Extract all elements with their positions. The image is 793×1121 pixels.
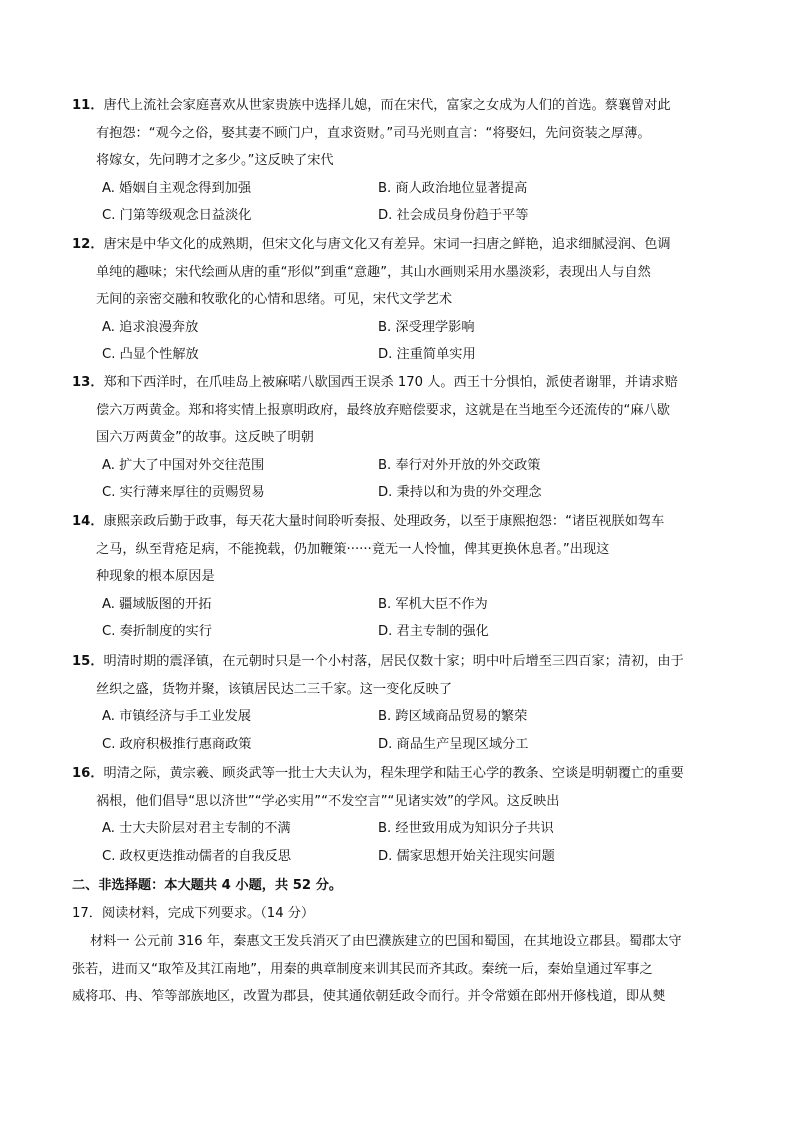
option-d[interactable]: D. 秉持以和为贵的外交理念 (378, 485, 542, 500)
question-12 (72, 231, 732, 369)
question-13 (72, 369, 732, 507)
option-b[interactable]: B. 奉行对外开放的外交政策 (378, 457, 541, 473)
option-d[interactable]: D. 商品生产呈现区域分工 (378, 736, 529, 752)
question-line: 14．康熙亲政后勤于政事，每天花大量时间聆听奏报、处理政务，以至于康熙抱怨：“诸臣视朕如驾车 (72, 514, 665, 529)
question-line: 11．唐代上流社会家庭喜欢从世家贵族中选择儿媳，而在宋代，富家之女成为人们的首选。蔡襄曾对此 (72, 98, 671, 113)
option-c[interactable]: C. 政权更迭推动儒者的自我反思 (102, 848, 292, 864)
option-d[interactable]: D. 注重简单实用 (378, 347, 476, 362)
question-line: 12．唐宋是中华文化的成熟期，但宋文化与唐文化又有差异。宋词一扫唐之鲜艳，追求细腻浸润、色调 (72, 237, 671, 252)
option-b[interactable]: B. 商人政治地位显著提高 (378, 180, 528, 196)
question-line: 国六万两黄金”的故事。这反映了明朝 (96, 430, 314, 445)
option-c[interactable]: C. 实行薄来厚往的贡赐贸易 (102, 485, 265, 500)
options-row (72, 479, 732, 507)
question-15 (72, 648, 732, 758)
option-a[interactable]: A. 士大夫阶层对君主专制的不满 (102, 821, 291, 836)
question-line: 祸根，他们倡导“思以济世”“学必实用”“不发空言”“见诸实效”的学风。这反映出 (96, 793, 560, 809)
question-number: 13． (72, 375, 104, 390)
question-line: 丝织之盛，货物并聚，该镇居民达二三千家。这一变化反映了 (96, 681, 453, 697)
question-line: 之马，纵至背疮足病，不能挽载，仍加鞭策······竟无一人怜恤，俾其更换休息者。”出现这 (96, 541, 610, 557)
section-heading: 二、非选择题：本大题共 4 小题，共 52 分。 (72, 878, 343, 893)
question-line: 16．明清之际，黄宗羲、顾炎武等一批士大夫认为，程朱理学和陆王心学的教条、空谈是明朝覆亡的重要 (72, 766, 684, 781)
options-row (72, 202, 732, 230)
material-line: 威将邛、冉、笮等部族地区，改置为郡县，使其通依朝廷政令而行。并令常頞在郎州开修栈道，即从僰 (72, 989, 666, 1004)
options-row (72, 815, 732, 843)
options-row (72, 843, 732, 871)
question-14 (72, 508, 732, 646)
material-label: 材料一 (90, 934, 130, 949)
option-b[interactable]: B. 军机大臣不作为 (378, 596, 488, 612)
question-number: 15． (72, 654, 104, 669)
question-11 (72, 92, 732, 230)
question-17-heading: 17．阅读材料，完成下列要求。（14 分） (72, 906, 315, 921)
material-line: 材料一 公元前 316 年，秦惠文王发兵消灭了由巴濮族建立的巴国和蜀国，在其地设立郡县。蜀郡太守 (90, 934, 682, 949)
options-row (72, 591, 732, 619)
options-row (72, 452, 732, 480)
option-d[interactable]: D. 君主专制的强化 (378, 624, 489, 639)
option-a[interactable]: A. 疆域版图的开拓 (102, 596, 212, 612)
question-number: 11． (72, 98, 104, 113)
option-b[interactable]: B. 跨区域商品贸易的繁荣 (378, 709, 528, 724)
question-number: 12． (72, 237, 104, 252)
options-row (72, 314, 732, 342)
options-row (72, 618, 732, 646)
question-line: 有抱怨：“观今之俗，娶其妻不顾门户，直求资财。”司马光则直言：“将娶妇，先问资装之厚薄。 (96, 125, 651, 141)
option-c[interactable]: C. 政府积极推行惠商政策 (102, 736, 252, 752)
question-number: 16． (72, 766, 104, 781)
option-b[interactable]: B. 经世致用成为知识分子共识 (378, 821, 554, 836)
question-number: 14． (72, 514, 104, 529)
question-line: 单纯的趣味；宋代绘画从唐的重“形似”到重“意趣”，其山水画则采用水墨淡彩，表现出人与自然 (96, 264, 651, 280)
material-one (72, 928, 740, 1011)
option-a[interactable]: A. 追求浪漫奔放 (102, 319, 199, 335)
question-line: 15．明清时期的震泽镇，在元朝时只是一个小村落，居民仅数十家；明中叶后增至三四百家；清初，由于 (72, 654, 684, 669)
question-line: 13．郑和下西洋时，在爪哇岛上被麻喏八歇国西王误杀 170 人。西王十分惧怕，派使者谢罪，并请求赔 (72, 375, 678, 390)
options-row (72, 341, 732, 369)
question-line: 种现象的根本原因是 (96, 569, 215, 584)
option-c[interactable]: C. 门第等级观念日益淡化 (102, 208, 252, 223)
option-c[interactable]: C. 凸显个性解放 (102, 347, 199, 362)
option-b[interactable]: B. 深受理学影响 (378, 319, 475, 335)
option-a[interactable]: A. 扩大了中国对外交往范围 (102, 457, 265, 473)
options-row (72, 175, 732, 203)
option-a[interactable]: A. 市镇经济与手工业发展 (102, 709, 252, 724)
options-row (72, 731, 732, 759)
question-16 (72, 760, 732, 870)
options-row (72, 703, 732, 731)
option-c[interactable]: C. 奏折制度的实行 (102, 624, 212, 639)
question-line: 无间的亲密交融和牧歌化的心情和思绪。可见，宋代文学艺术 (96, 292, 453, 307)
option-d[interactable]: D. 儒家思想开始关注现实问题 (378, 848, 555, 864)
question-line: 将嫁女，先问聘才之多少。”这反映了宋代 (96, 153, 334, 168)
material-line: 张若，进而又“取笮及其江南地”，用秦的典章制度来训其民而齐其政。秦统一后，秦始皇通过军事之 (72, 961, 653, 977)
option-d[interactable]: D. 社会成员身份趋于平等 (378, 208, 529, 223)
option-a[interactable]: A. 婚姻自主观念得到加强 (102, 180, 252, 196)
question-line: 偿六万两黄金。郑和将实情上报禀明政府，最终放弃赔偿要求，这就是在当地至今还流传的“麻八歇 (96, 402, 670, 418)
